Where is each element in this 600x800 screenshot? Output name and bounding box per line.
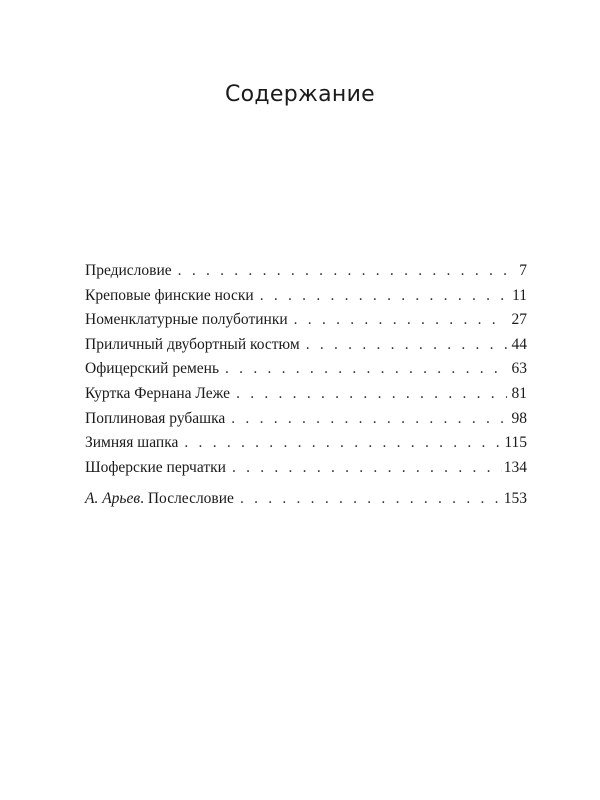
toc-entry[interactable] bbox=[85, 459, 527, 484]
afterword-author: А. Арьев bbox=[85, 490, 141, 508]
dot-leader bbox=[178, 262, 507, 280]
dot-leader bbox=[240, 490, 502, 508]
dot-leader bbox=[225, 360, 507, 378]
toc-entry[interactable] bbox=[85, 360, 527, 385]
toc-entry-title: Поплиновая рубашка bbox=[85, 409, 226, 427]
toc-entry-page: 44 bbox=[511, 335, 527, 353]
toc-entry[interactable] bbox=[85, 262, 527, 287]
page-title: Содержание bbox=[224, 82, 376, 107]
toc-entry[interactable] bbox=[85, 287, 527, 312]
dot-leader bbox=[232, 459, 502, 477]
afterword-title: . Послесловие bbox=[140, 490, 234, 508]
dot-leader bbox=[236, 385, 507, 403]
toc-entry-page: 27 bbox=[511, 311, 527, 329]
toc-entry-title: Предисловие bbox=[85, 262, 172, 279]
dot-leader bbox=[184, 434, 502, 452]
toc-entry-page: 63 bbox=[511, 360, 527, 378]
toc-entry-title: Приличный двубортный костюм bbox=[85, 335, 300, 353]
toc-entry-page: 98 bbox=[511, 409, 527, 427]
dot-leader bbox=[231, 410, 507, 428]
toc-entry-page: 134 bbox=[503, 458, 527, 476]
toc-entry-title: Офицерский ремень bbox=[85, 360, 220, 378]
toc-entry-page: 81 bbox=[511, 384, 527, 402]
toc-entry-title: Куртка Фернана Леже bbox=[85, 384, 231, 402]
toc-entry[interactable] bbox=[85, 336, 527, 361]
toc-entry[interactable] bbox=[85, 434, 527, 459]
toc-entry-afterword[interactable] bbox=[85, 490, 527, 515]
dot-leader bbox=[260, 287, 507, 305]
toc-entry-title: Шоферские перчатки bbox=[85, 458, 226, 476]
toc-entry-page: 153 bbox=[503, 490, 527, 508]
toc-entry-title bbox=[85, 490, 240, 508]
toc-entry-title: Зимняя шапка bbox=[85, 434, 179, 452]
toc-entry[interactable] bbox=[85, 385, 527, 410]
toc-entry-page: 7 bbox=[519, 262, 527, 279]
toc-entry-title: Номенклатурные полуботинки bbox=[85, 311, 288, 329]
toc-entry[interactable] bbox=[85, 311, 527, 336]
toc-entry-title: Креповые финские носки bbox=[85, 286, 254, 304]
dot-leader bbox=[294, 311, 507, 329]
toc-entry[interactable] bbox=[85, 410, 527, 435]
table-of-contents bbox=[85, 262, 527, 515]
toc-entry-page: 115 bbox=[504, 434, 527, 452]
toc-entry-page: 11 bbox=[512, 286, 527, 304]
dot-leader bbox=[306, 336, 507, 354]
